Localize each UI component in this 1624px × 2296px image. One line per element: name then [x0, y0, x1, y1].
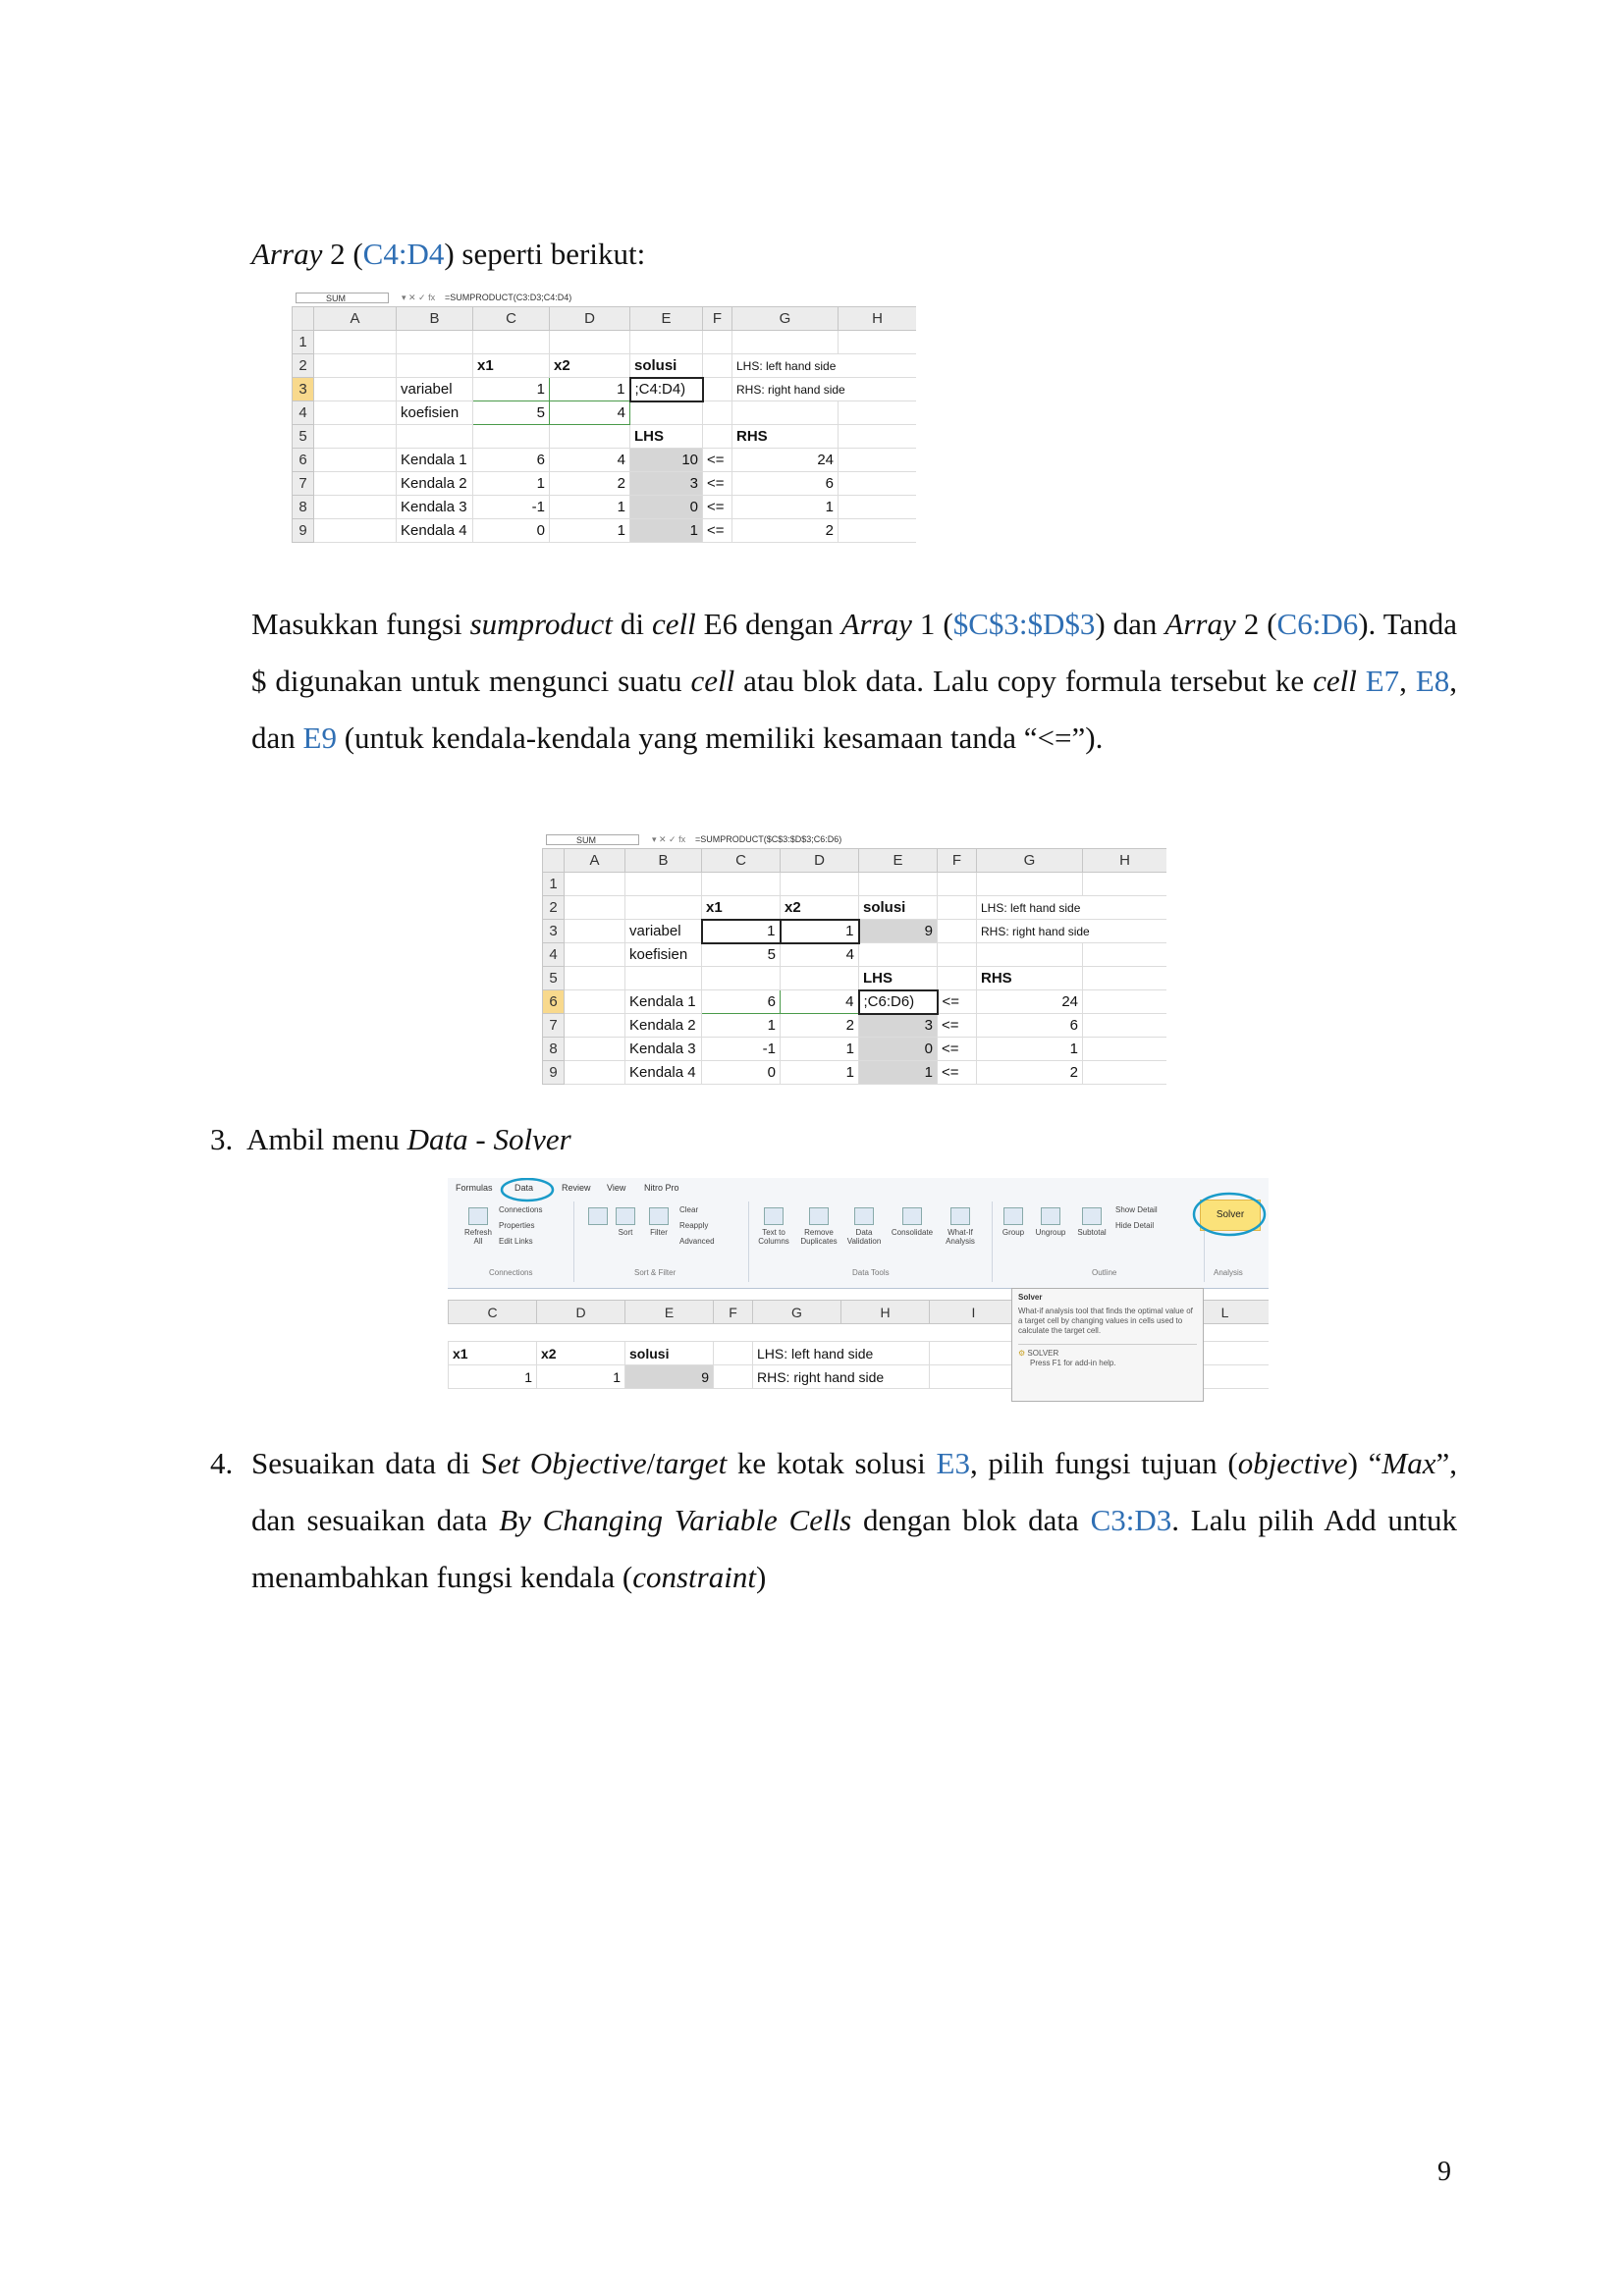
cell[interactable]: 4: [550, 401, 630, 425]
cell[interactable]: [781, 873, 859, 896]
cell[interactable]: 1: [449, 1365, 537, 1389]
col-header[interactable]: D: [550, 307, 630, 331]
table-row: [543, 873, 1167, 896]
row-header[interactable]: 6: [293, 449, 314, 472]
cell[interactable]: 1: [781, 1061, 859, 1085]
ribbon-screenshot: [448, 1178, 1269, 1421]
sort-button[interactable]: Sort: [611, 1207, 640, 1237]
cell[interactable]: [314, 331, 397, 354]
group-label: Analysis: [1214, 1268, 1243, 1277]
highlight-circle-data: [499, 1178, 556, 1203]
tooltip-title: Solver: [1018, 1293, 1043, 1302]
cell[interactable]: <=: [938, 1014, 977, 1038]
group-icon: [1003, 1207, 1023, 1225]
cell[interactable]: Kendala 2: [397, 472, 473, 496]
cell[interactable]: 3: [630, 472, 703, 496]
cell[interactable]: 4: [550, 449, 630, 472]
separator: [573, 1201, 574, 1282]
cell[interactable]: [565, 920, 625, 943]
data-validation-button[interactable]: Data Validation: [842, 1207, 886, 1246]
cell[interactable]: [839, 449, 917, 472]
cell[interactable]: 4: [781, 990, 859, 1014]
filter-icon: [649, 1207, 669, 1225]
cell[interactable]: [397, 331, 473, 354]
cell[interactable]: 2: [781, 1014, 859, 1038]
cell[interactable]: Kendala 1: [397, 449, 473, 472]
cell[interactable]: <=: [938, 990, 977, 1014]
cell[interactable]: [314, 496, 397, 519]
cell[interactable]: [630, 401, 703, 425]
cell[interactable]: [839, 519, 917, 543]
consolidate-button[interactable]: Consolidate: [888, 1207, 937, 1237]
col-header[interactable]: D: [537, 1301, 625, 1324]
cell[interactable]: [859, 873, 938, 896]
cell[interactable]: x2: [781, 896, 859, 920]
cell[interactable]: 1: [859, 1061, 938, 1085]
formula-bar-icons: ▾ ✕ ✓ fx: [652, 834, 686, 844]
subtotal-icon: [1082, 1207, 1102, 1225]
table-row: [293, 496, 917, 519]
col-header[interactable]: H: [1083, 849, 1167, 873]
cell[interactable]: [714, 1365, 753, 1389]
cell[interactable]: [314, 449, 397, 472]
tab-data[interactable]: Data: [514, 1183, 534, 1193]
solver-button[interactable]: Solver: [1200, 1200, 1261, 1231]
tooltip-help: Press F1 for add-in help.: [1030, 1359, 1116, 1367]
refresh-icon: [468, 1207, 488, 1225]
cell[interactable]: [977, 873, 1083, 896]
cell[interactable]: [550, 331, 630, 354]
column-headers: [543, 849, 1167, 873]
col-header-selected[interactable]: E: [859, 849, 938, 873]
table-row: [543, 990, 1167, 1014]
ungroup-icon: [1041, 1207, 1060, 1225]
cell[interactable]: Kendala 1: [625, 990, 702, 1014]
cell[interactable]: [565, 1038, 625, 1061]
cell[interactable]: [732, 401, 839, 425]
table-row: [293, 449, 917, 472]
formula-bar: [542, 832, 1166, 849]
table-row: [293, 331, 917, 354]
cell[interactable]: [625, 873, 702, 896]
col-header[interactable]: F: [938, 849, 977, 873]
row-header[interactable]: 5: [543, 967, 565, 990]
col-header[interactable]: C: [473, 307, 550, 331]
cell[interactable]: [839, 425, 917, 449]
sort-dialog-icon: [616, 1207, 635, 1225]
cell[interactable]: koefisien: [625, 943, 702, 967]
tab-review[interactable]: Review: [562, 1183, 591, 1193]
reapply-button[interactable]: Reapply: [679, 1221, 709, 1230]
row-header[interactable]: 8: [293, 496, 314, 519]
group-label: Data Tools: [852, 1268, 890, 1277]
column-headers: [293, 307, 917, 331]
spreadsheet-screenshot-1: [292, 291, 916, 556]
row-header[interactable]: 4: [543, 943, 565, 967]
row-header[interactable]: 5: [293, 425, 314, 449]
clear-button[interactable]: Clear: [679, 1205, 699, 1214]
sort-az-button[interactable]: [583, 1207, 613, 1228]
spreadsheet-screenshot-2: [542, 832, 1166, 1099]
cell[interactable]: [565, 967, 625, 990]
cell[interactable]: [565, 1061, 625, 1085]
cell[interactable]: [565, 896, 625, 920]
intro-rest: ) seperti berikut:: [444, 237, 646, 271]
cell[interactable]: [625, 967, 702, 990]
cell[interactable]: <=: [938, 1061, 977, 1085]
cell[interactable]: solusi: [630, 354, 703, 378]
connections-button[interactable]: Connections: [499, 1205, 543, 1214]
cell[interactable]: [1083, 943, 1167, 967]
data-ribbon: [448, 1178, 1269, 1289]
cell[interactable]: x1: [449, 1342, 537, 1365]
formula-bar-icons: ▾ ✕ ✓ fx: [402, 293, 436, 302]
intro-text: 2 (: [322, 237, 363, 271]
step-number: 3.: [210, 1122, 234, 1156]
col-header[interactable]: G: [753, 1301, 841, 1324]
cell[interactable]: -1: [473, 496, 550, 519]
cell[interactable]: 0: [702, 1061, 781, 1085]
cell[interactable]: [473, 331, 550, 354]
cell[interactable]: [314, 519, 397, 543]
addin-icon: ⚙: [1018, 1349, 1026, 1358]
cell[interactable]: <=: [938, 1038, 977, 1061]
cell[interactable]: [839, 472, 917, 496]
row-header[interactable]: 4: [293, 401, 314, 425]
cell[interactable]: solusi: [859, 896, 938, 920]
col-header[interactable]: A: [314, 307, 397, 331]
cell[interactable]: RHS: [732, 425, 839, 449]
filter-button[interactable]: Filter: [644, 1207, 674, 1237]
table-row: [293, 472, 917, 496]
cell[interactable]: 1: [781, 1038, 859, 1061]
table-row: [293, 401, 917, 425]
group-label: Connections: [489, 1268, 533, 1277]
table-row: [543, 896, 1167, 920]
cell[interactable]: 6: [977, 1014, 1083, 1038]
row-header[interactable]: 1: [293, 331, 314, 354]
advanced-button[interactable]: Advanced: [679, 1237, 715, 1246]
col-header[interactable]: L: [1181, 1301, 1270, 1324]
col-header[interactable]: B: [397, 307, 473, 331]
cell[interactable]: [732, 331, 839, 354]
cell[interactable]: [1083, 990, 1167, 1014]
tooltip-addin: ⚙ SOLVER: [1018, 1344, 1197, 1359]
cell[interactable]: [703, 425, 732, 449]
cell[interactable]: LHS: left hand side: [732, 354, 917, 378]
ungroup-button[interactable]: Ungroup: [1031, 1207, 1070, 1237]
what-if-button[interactable]: What-If Analysis: [939, 1207, 982, 1246]
highlight-circle-solver: [1190, 1190, 1269, 1239]
cell[interactable]: [703, 354, 732, 378]
cell[interactable]: [565, 943, 625, 967]
solver-tooltip: [1011, 1288, 1204, 1402]
cell[interactable]: LHS: [630, 425, 703, 449]
group-label: Sort & Filter: [634, 1268, 677, 1277]
row-header[interactable]: 3: [543, 920, 565, 943]
cell[interactable]: 1: [550, 519, 630, 543]
cell[interactable]: 1: [732, 496, 839, 519]
cell[interactable]: RHS: right hand side: [732, 378, 917, 401]
separator: [992, 1201, 993, 1282]
cell[interactable]: LHS: left hand side: [753, 1342, 930, 1365]
active-cell[interactable]: ;C4:D4): [630, 378, 703, 401]
cell[interactable]: solusi: [625, 1342, 714, 1365]
cell[interactable]: 2: [977, 1061, 1083, 1085]
cell[interactable]: LHS: left hand side: [977, 896, 1167, 920]
cell[interactable]: Kendala 2: [625, 1014, 702, 1038]
paragraph-sumproduct: Masukkan fungsi sumproduct di cell E6 dengan Array 1 ($C$3:$D$3) dan Array 2 (C6:D6). Tanda $ digunakan untuk mengunci suatu cell atau blok data. Lalu copy formula tersebut ke cell E7, E8, dan E9 (untuk kendala-kendala yang memiliki kesamaan tanda “<=”).: [251, 607, 1457, 755]
cell[interactable]: 9: [625, 1365, 714, 1389]
col-header[interactable]: G: [977, 849, 1083, 873]
col-header[interactable]: B: [625, 849, 702, 873]
cell[interactable]: [930, 1342, 1018, 1365]
cell[interactable]: [839, 331, 917, 354]
cell[interactable]: LHS: [859, 967, 938, 990]
data-validation-icon: [854, 1207, 874, 1225]
cell[interactable]: [781, 967, 859, 990]
cell[interactable]: RHS: right hand side: [753, 1365, 930, 1389]
sort-icon: [588, 1207, 608, 1225]
cell[interactable]: 6: [473, 449, 550, 472]
cell[interactable]: Kendala 3: [625, 1038, 702, 1061]
cell[interactable]: 1: [550, 496, 630, 519]
remove-duplicates-button[interactable]: Remove Duplicates: [797, 1207, 840, 1246]
tab-view[interactable]: View: [607, 1183, 626, 1193]
cell[interactable]: [938, 943, 977, 967]
row-header-selected[interactable]: 3: [293, 378, 314, 401]
intro-ref: C4:D4: [362, 237, 445, 271]
cell[interactable]: [702, 967, 781, 990]
sheet-grid: [542, 848, 1166, 1085]
cell[interactable]: [938, 967, 977, 990]
cell[interactable]: [977, 943, 1083, 967]
cell[interactable]: 6: [732, 472, 839, 496]
cell[interactable]: [630, 331, 703, 354]
cell[interactable]: 1: [781, 920, 859, 943]
cell[interactable]: [938, 873, 977, 896]
cell[interactable]: [930, 1365, 1018, 1389]
cell[interactable]: 1: [473, 472, 550, 496]
formula-bar: [292, 291, 916, 307]
cell[interactable]: 24: [977, 990, 1083, 1014]
group-label: Outline: [1092, 1268, 1117, 1277]
cell[interactable]: [703, 331, 732, 354]
col-header[interactable]: G: [732, 307, 839, 331]
what-if-icon: [950, 1207, 970, 1225]
cell[interactable]: 0: [630, 496, 703, 519]
cell[interactable]: [1083, 1014, 1167, 1038]
cell[interactable]: [565, 1014, 625, 1038]
cell[interactable]: 3: [859, 1014, 938, 1038]
cell[interactable]: [703, 378, 732, 401]
active-cell[interactable]: ;C6:D6): [859, 990, 938, 1014]
cell[interactable]: -1: [702, 1038, 781, 1061]
cell[interactable]: [1083, 967, 1167, 990]
cell[interactable]: 10: [630, 449, 703, 472]
group-button[interactable]: Group: [998, 1207, 1029, 1237]
col-header[interactable]: H: [839, 307, 917, 331]
cell[interactable]: [314, 401, 397, 425]
row-header[interactable]: 2: [543, 896, 565, 920]
cell[interactable]: [314, 472, 397, 496]
col-header[interactable]: H: [841, 1301, 930, 1324]
table-row: [543, 1014, 1167, 1038]
cell[interactable]: [1083, 1061, 1167, 1085]
cell[interactable]: [565, 873, 625, 896]
col-header[interactable]: I: [930, 1301, 1018, 1324]
col-header[interactable]: C: [702, 849, 781, 873]
cell[interactable]: 1: [630, 519, 703, 543]
row-header[interactable]: 2: [293, 354, 314, 378]
row-header[interactable]: 8: [543, 1038, 565, 1061]
refresh-all-button[interactable]: Refresh All: [461, 1207, 495, 1246]
cell[interactable]: [397, 425, 473, 449]
properties-button[interactable]: Properties: [499, 1221, 535, 1230]
cell[interactable]: [314, 354, 397, 378]
intro-array: Array: [251, 237, 323, 271]
cell[interactable]: RHS: right hand side: [977, 920, 1167, 943]
name-box: SUM: [296, 293, 389, 303]
cell[interactable]: x2: [537, 1342, 625, 1365]
cell[interactable]: [938, 896, 977, 920]
name-box: SUM: [546, 834, 639, 845]
show-detail-button[interactable]: Show Detail: [1115, 1205, 1158, 1214]
sheet-grid: [292, 306, 916, 543]
cell[interactable]: 1: [977, 1038, 1083, 1061]
cell[interactable]: x1: [473, 354, 550, 378]
cell[interactable]: [473, 425, 550, 449]
formula-text: =SUMPRODUCT(C3:D3;C4:D4): [445, 293, 572, 302]
edit-links-button[interactable]: Edit Links: [499, 1237, 533, 1246]
row-header[interactable]: 9: [543, 1061, 565, 1085]
col-header[interactable]: F: [714, 1301, 753, 1324]
cell[interactable]: 9: [859, 920, 938, 943]
cell[interactable]: 2: [550, 472, 630, 496]
cell[interactable]: [859, 943, 938, 967]
cell[interactable]: 2: [732, 519, 839, 543]
cell[interactable]: <=: [703, 449, 732, 472]
table-row: [293, 354, 917, 378]
cell[interactable]: 0: [859, 1038, 938, 1061]
cell[interactable]: 24: [732, 449, 839, 472]
cell[interactable]: x2: [550, 354, 630, 378]
table-row: [543, 1061, 1167, 1085]
cell[interactable]: [397, 354, 473, 378]
formula-text: =SUMPRODUCT($C$3:$D$3;C6:D6): [695, 834, 842, 844]
row-header[interactable]: 9: [293, 519, 314, 543]
col-header[interactable]: E: [625, 1301, 714, 1324]
text-to-columns-icon: [764, 1207, 784, 1225]
cell[interactable]: koefisien: [397, 401, 473, 425]
cell[interactable]: [714, 1342, 753, 1365]
cell[interactable]: Kendala 3: [397, 496, 473, 519]
cell[interactable]: 5: [473, 401, 550, 425]
step-3: 3. Ambil menu Data - Solver: [210, 1122, 571, 1156]
tab-nitro-pro[interactable]: Nitro Pro: [644, 1183, 679, 1193]
cell[interactable]: 1: [473, 378, 550, 401]
cell[interactable]: [550, 425, 630, 449]
col-header[interactable]: F: [703, 307, 732, 331]
tooltip-body: What-if analysis tool that finds the optimal value of a target cell by changing values in cells used to calculate the target cell.: [1018, 1307, 1193, 1335]
text-to-columns-button[interactable]: Text to Columns: [752, 1207, 795, 1246]
cell[interactable]: [1083, 1038, 1167, 1061]
cell[interactable]: [839, 401, 917, 425]
table-row: [293, 425, 917, 449]
cell[interactable]: x1: [702, 896, 781, 920]
page-number: 9: [1437, 2157, 1451, 2187]
cell[interactable]: [702, 873, 781, 896]
cell[interactable]: <=: [703, 496, 732, 519]
row-header[interactable]: 7: [293, 472, 314, 496]
cell[interactable]: [565, 990, 625, 1014]
col-header[interactable]: C: [449, 1301, 537, 1324]
cell[interactable]: 1: [702, 1014, 781, 1038]
col-header-selected[interactable]: E: [630, 307, 703, 331]
consolidate-icon: [902, 1207, 922, 1225]
cell[interactable]: 4: [781, 943, 859, 967]
subtotal-button[interactable]: Subtotal: [1072, 1207, 1111, 1237]
cell[interactable]: <=: [703, 519, 732, 543]
step-4-text: Sesuaikan data di Set Objective/target ke kotak solusi E3, pilih fungsi tujuan (objective) “Max”, dan sesuaikan data By Changing Variable Cells dengan blok data C3:D3. Lalu pilih Add untuk menambahkan fungsi kendala (constraint): [251, 1446, 1457, 1594]
cell[interactable]: RHS: [977, 967, 1083, 990]
cell[interactable]: Kendala 4: [625, 1061, 702, 1085]
cell[interactable]: 6: [702, 990, 781, 1014]
cell[interactable]: 1: [702, 920, 781, 943]
table-row: [543, 920, 1167, 943]
cell[interactable]: <=: [703, 472, 732, 496]
cell[interactable]: [625, 896, 702, 920]
cell[interactable]: Kendala 4: [397, 519, 473, 543]
cell[interactable]: [839, 496, 917, 519]
cell[interactable]: 1: [537, 1365, 625, 1389]
col-header[interactable]: D: [781, 849, 859, 873]
cell[interactable]: [314, 378, 397, 401]
cell[interactable]: 5: [702, 943, 781, 967]
cell[interactable]: variabel: [625, 920, 702, 943]
table-row: [543, 1038, 1167, 1061]
remove-duplicates-icon: [809, 1207, 829, 1225]
table-row: [543, 967, 1167, 990]
row-header[interactable]: 1: [543, 873, 565, 896]
row-header-selected[interactable]: 6: [543, 990, 565, 1014]
tab-formulas[interactable]: Formulas: [456, 1183, 493, 1193]
cell[interactable]: 1: [550, 378, 630, 401]
cell[interactable]: [1083, 873, 1167, 896]
col-header[interactable]: A: [565, 849, 625, 873]
cell[interactable]: [938, 920, 977, 943]
separator: [748, 1201, 749, 1282]
cell[interactable]: 0: [473, 519, 550, 543]
hide-detail-button[interactable]: Hide Detail: [1115, 1221, 1155, 1230]
table-row: [293, 378, 917, 401]
intro-line: [251, 226, 645, 283]
cell[interactable]: [314, 425, 397, 449]
row-header[interactable]: 7: [543, 1014, 565, 1038]
step-number: 4.: [210, 1446, 234, 1480]
table-row: [293, 519, 917, 543]
cell[interactable]: [703, 401, 732, 425]
table-row: [543, 943, 1167, 967]
cell[interactable]: variabel: [397, 378, 473, 401]
